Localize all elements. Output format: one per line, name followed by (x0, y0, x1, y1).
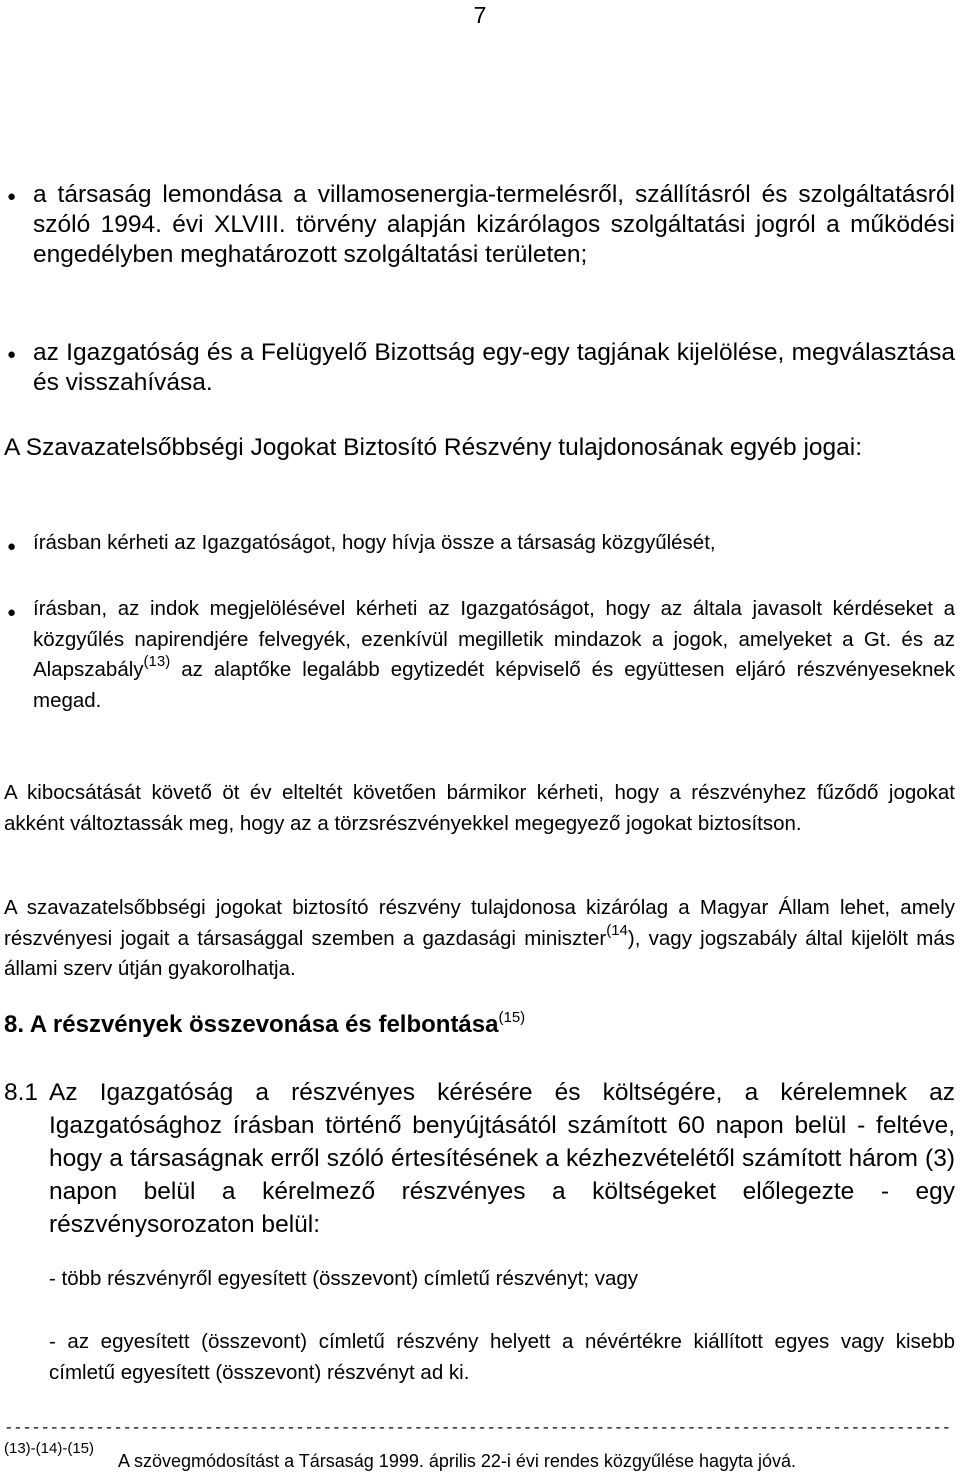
list-item-text: írásban, az indok megjelölésével kérheti az Igazgatóságot, hogy az általa javasolt kérdéseket a közgyűlés napirendjére felvegyék, ezenkívül megilletik mindazok a jogok, amelyeket a Gt. és az Alapszabály (33, 597, 955, 681)
footnote-reference: (13)-(14)-(15) (4, 1440, 95, 1457)
footnote-marker: (14 (606, 921, 628, 939)
page-number: 7 (473, 2, 487, 28)
paragraph-state (4, 893, 955, 985)
bullet-icon: ● (7, 188, 17, 205)
list-item: az Igazgatóság és a Felügyelő Bizottság egy-egy tagjának kijelölése, megválasztása és visszahívása. (33, 339, 955, 396)
bullet-icon: ● (7, 604, 17, 621)
list-item-text-tail: az alaptőke legalább egytizedét képviselő és együttesen eljáró részvényeseknek megad. (33, 658, 955, 712)
section-body: Az Igazgatóság a részvényes kérésére és költségére, a kérelemnek az Igazgatósághoz írásban történő benyújtásától számított 60 napon belül - feltéve, hogy a társaságnak erről szóló értesítésének a kézhezvételétől számított három (3) napon belül a kérelmező részvényes a költségeket előlegezte - egy részvénysorozaton belül: (49, 1079, 955, 1238)
paragraph-state-text: A szavazatelsőbbségi jogokat biztosító részvény tulajdonosa kizárólag a Magyar Állam lehet, amely részvényesi jogait a társasággal szemben a gazdasági miniszter (4, 896, 955, 950)
footnote-marker: (13) (143, 653, 171, 670)
list-item: - több részvényről egyesített (összevont) címletű részvényt; vagy (49, 1267, 639, 1290)
paragraph-state-tail: ), vagy jogszabály által kijelölt más állami szerv útján gyakorolhatja. (4, 926, 955, 980)
list-item: írásban kérheti az Igazgatóságot, hogy hívja össze a társaság közgyűlését, (33, 531, 716, 554)
footnote-text: A szövegmódosítást a Társaság 1999. április 22-i évi rendes közgyűlése hagyta jóvá. (118, 1451, 797, 1471)
section-heading (4, 1010, 955, 1040)
bullet-icon: ● (7, 346, 17, 363)
section-heading-text: 8. A részvények összevonása és felbontása (4, 1011, 499, 1038)
paragraph-conversion: A kibocsátását követő öt év elteltét követően bármikor kérheti, hogy a részvényhez fűződő jogokat akként változtassák meg, hogy az a törzsrészvényekkel megegyező jogokat biztosítson. (4, 781, 955, 835)
footnote-marker: (15) (498, 1009, 526, 1026)
section-number: 8.1 (4, 1079, 39, 1106)
list-item: a társaság lemondása a villamosenergia-termelésről, szállításról és szolgáltatásról szóló 1994. évi XLVIII. törvény alapján kizárólagos szolgáltatási jogról a működési engedélyben meghatározott szolgáltatási területen; (33, 181, 955, 268)
bullet-icon: ● (7, 538, 17, 555)
paragraph-rights-intro: A Szavazatelsőbbségi Jogokat Biztosító Részvény tulajdonosának egyéb jogai: (4, 434, 863, 461)
list-item (33, 594, 955, 716)
footnote-separator: -------------------------------------------------------------------------------------------------------- (4, 1419, 951, 1437)
list-item: - az egyesített (összevont) címletű részvény helyett a névértékre kiállított egyes vagy kisebb címletű egyesített (összevont) részvényt ad ki. (49, 1330, 955, 1384)
